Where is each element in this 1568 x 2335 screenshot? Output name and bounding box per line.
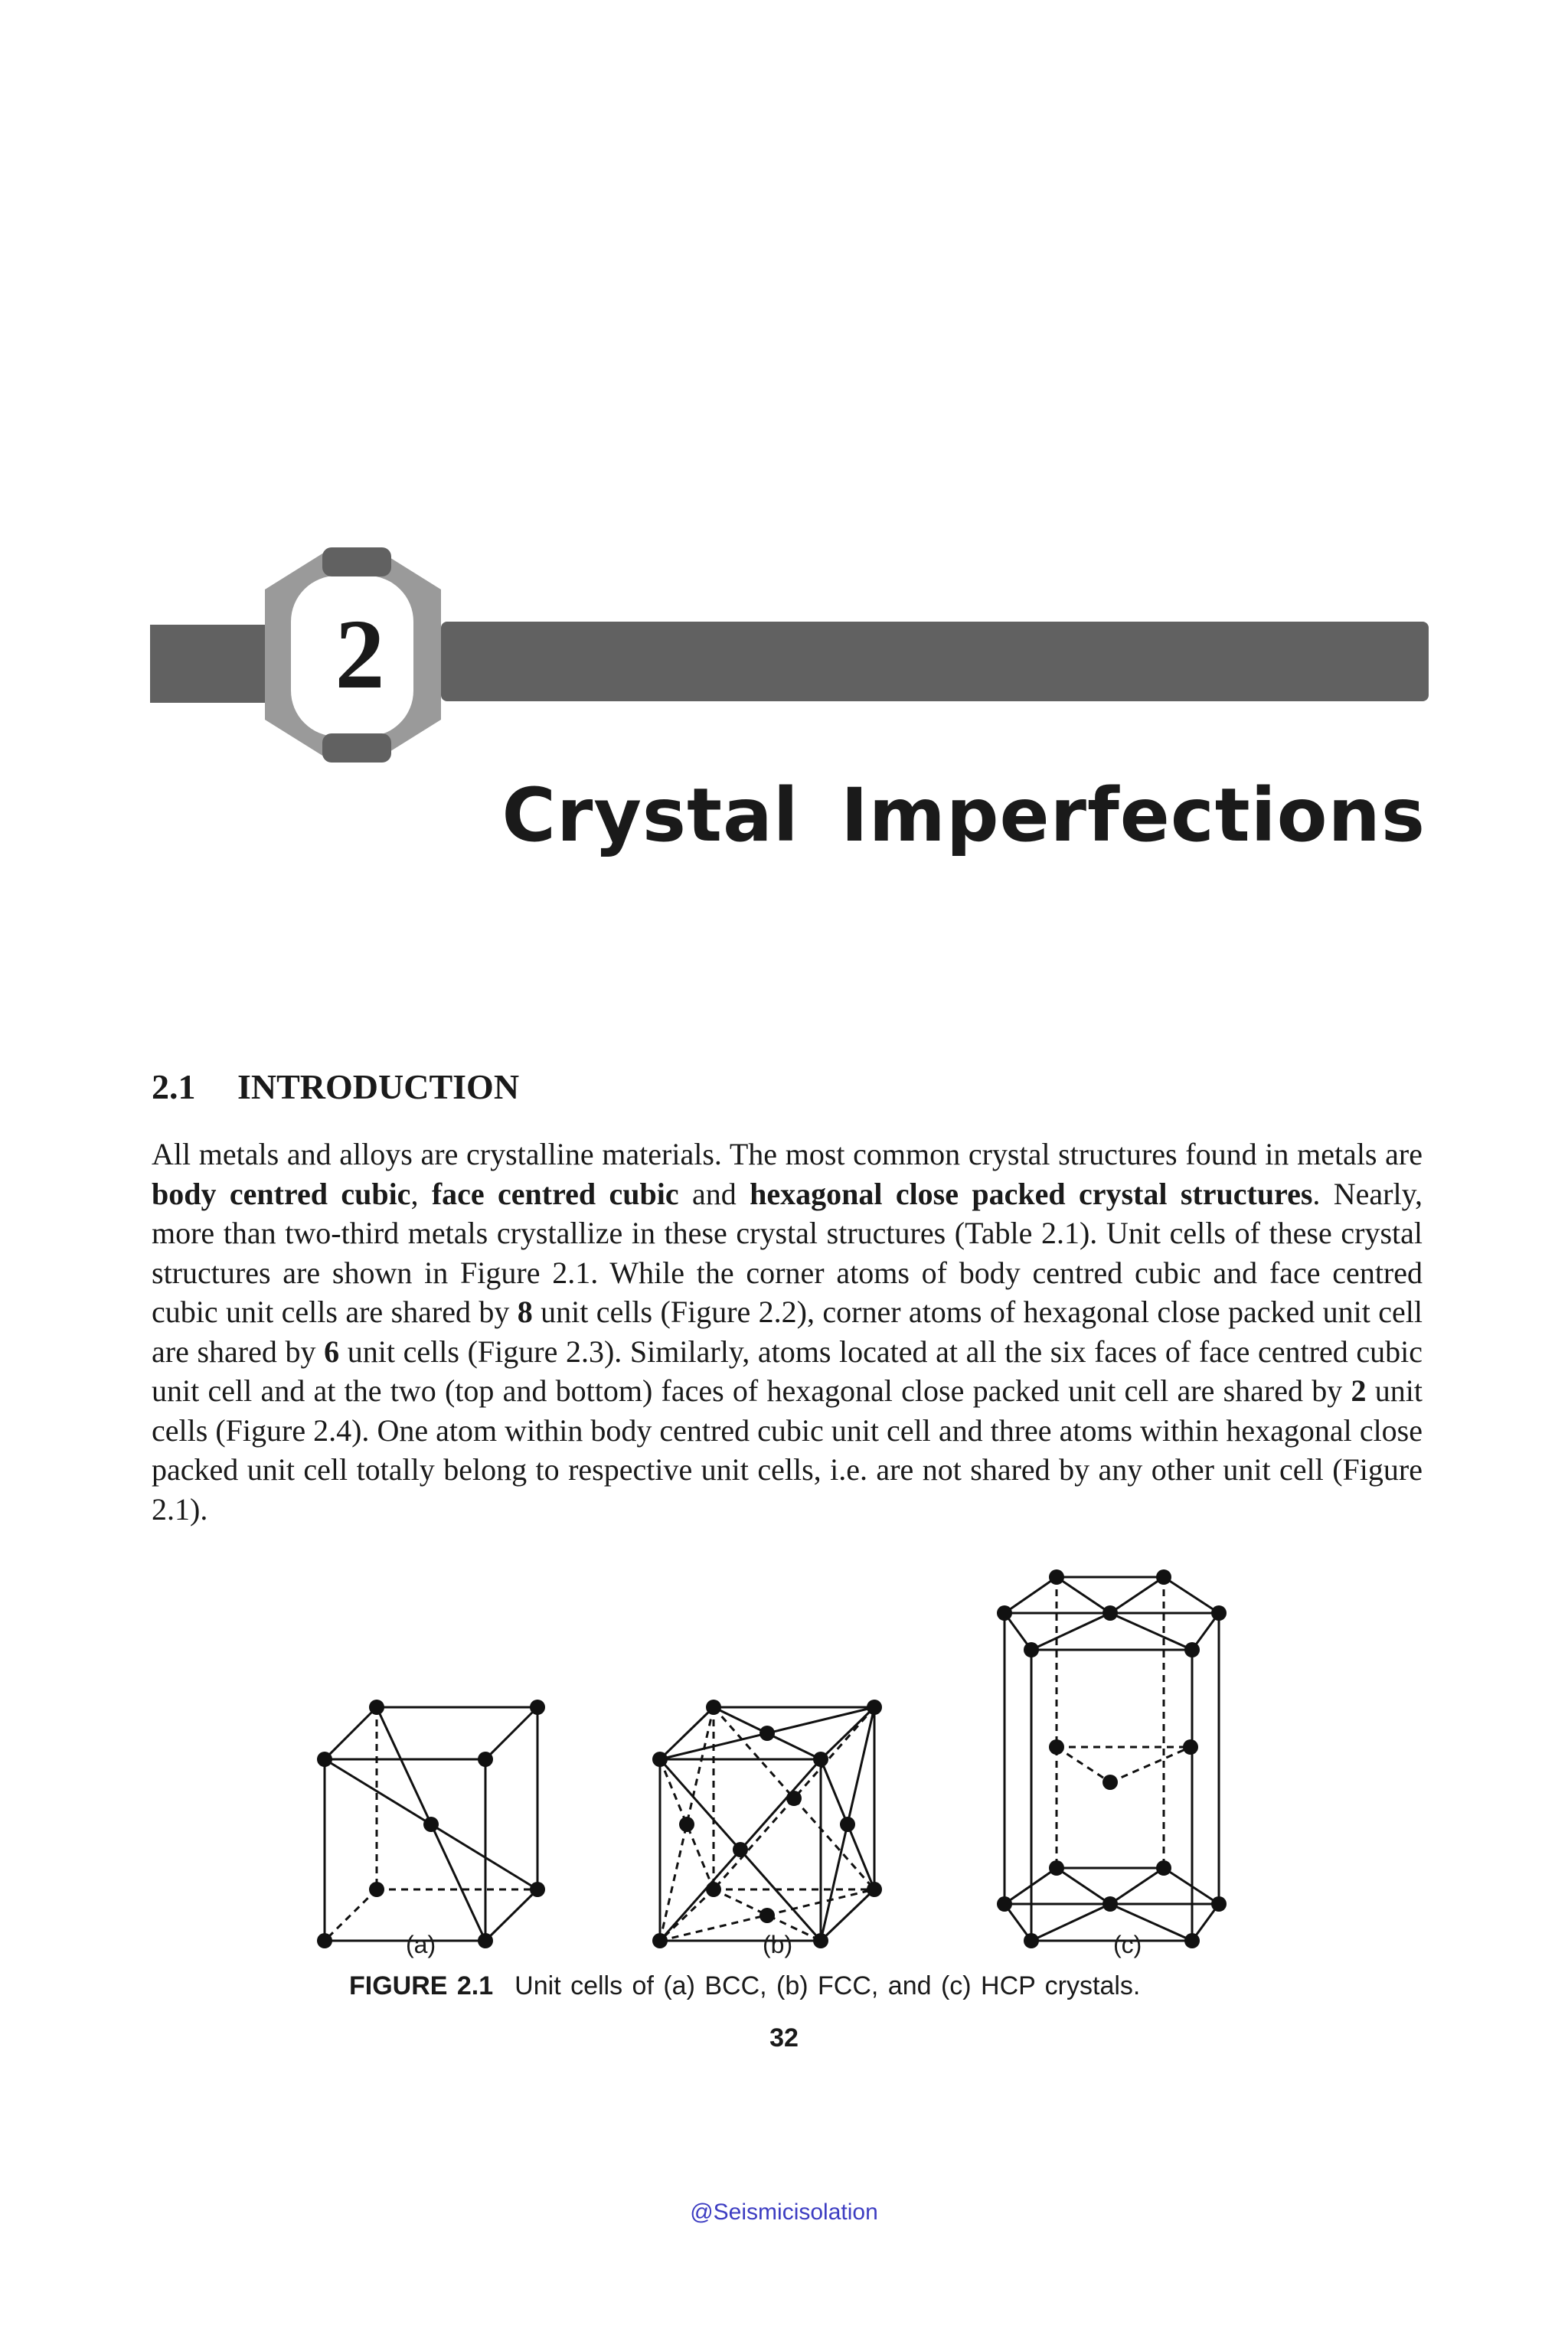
atom xyxy=(1049,1569,1064,1585)
atom xyxy=(1049,1860,1064,1876)
atom xyxy=(530,1700,545,1715)
section-heading xyxy=(152,1064,519,1110)
figure-caption-label: FIGURE 2.1 xyxy=(349,1971,494,2000)
hcp-unit-cell xyxy=(997,1569,1227,1948)
atom xyxy=(1211,1605,1227,1621)
emphasis-number: 2 xyxy=(1351,1373,1367,1408)
atom-interior xyxy=(1102,1775,1118,1790)
atom xyxy=(369,1700,384,1715)
atom-face-centre xyxy=(679,1817,694,1832)
atom xyxy=(813,1752,828,1767)
emphasis-number: 6 xyxy=(324,1334,340,1369)
figure-sublabel-a: (a) xyxy=(406,1931,436,1958)
atom-face-centre xyxy=(1102,1605,1118,1621)
paragraph-text: . Nearly, more than two-third metals crystallize in these crystal structures (Table 2.1). Unit cells of these crystal structures are shown in Figure 2.1. While the corner atoms of body centred cubic and face centred cubic unit cells are shared by xyxy=(152,1176,1423,1329)
figure-caption xyxy=(349,1969,1140,2003)
bcc-unit-cell xyxy=(317,1700,545,1948)
term-bcc: body centred cubic xyxy=(152,1176,411,1211)
intro-paragraph xyxy=(152,1135,1423,1529)
atom xyxy=(1184,1933,1200,1948)
badge-bottom-tab xyxy=(322,733,391,763)
section-title: INTRODUCTION xyxy=(237,1067,520,1106)
atom xyxy=(867,1882,882,1897)
paragraph-text: , xyxy=(410,1176,432,1211)
figure-sublabel-c: (c) xyxy=(1113,1931,1142,1958)
fcc-unit-cell xyxy=(652,1700,882,1948)
chapter-title: Crystal Imperfections xyxy=(501,772,1426,858)
term-hcp: hexagonal close packed crystal structures xyxy=(750,1176,1313,1211)
atom xyxy=(706,1882,721,1897)
atom xyxy=(1156,1860,1171,1876)
badge-top-tab xyxy=(322,547,391,576)
atom-face-centre xyxy=(760,1726,775,1741)
atom-interior xyxy=(1183,1739,1198,1755)
figure-caption-text: Unit cells of (a) BCC, (b) FCC, and (c) HCP crystals. xyxy=(514,1971,1141,2000)
unit-cell-figure xyxy=(291,1554,1286,1964)
atom xyxy=(530,1882,545,1897)
atom xyxy=(652,1752,668,1767)
atom xyxy=(1184,1642,1200,1657)
atom-face-centre xyxy=(1102,1896,1118,1912)
page-number: 32 xyxy=(769,2023,799,2053)
figure-sublabel-b: (b) xyxy=(763,1931,793,1958)
emphasis-number: 8 xyxy=(517,1295,533,1329)
paragraph-text: unit cells (Figure 2.3). Similarly, atoms located at all the six faces of face centred cubic unit cell and at the two (top and bottom) faces of hexagonal close packed unit cell are shared by xyxy=(152,1334,1423,1408)
atom xyxy=(1024,1642,1039,1657)
atom-face-centre xyxy=(786,1791,802,1806)
chapter-number: 2 xyxy=(335,599,385,710)
atom xyxy=(813,1933,828,1948)
atom-face-centre xyxy=(760,1908,775,1923)
atom xyxy=(317,1752,332,1767)
atom xyxy=(1024,1933,1039,1948)
watermark: @Seismicisolation xyxy=(690,2199,878,2225)
atom xyxy=(478,1933,493,1948)
paragraph-text: and xyxy=(678,1176,750,1211)
atom xyxy=(997,1896,1012,1912)
atom xyxy=(997,1605,1012,1621)
atom xyxy=(317,1933,332,1948)
paragraph-text: All metals and alloys are crystalline materials. The most common crystal structures found in metals are xyxy=(152,1137,1423,1171)
paragraph-text: unit cells (Figure 2.2), corner atoms of hexagonal close packed unit cell are shared by xyxy=(152,1295,1423,1369)
atom xyxy=(706,1700,721,1715)
atom xyxy=(867,1700,882,1715)
term-fcc: face centred cubic xyxy=(431,1176,679,1211)
banner-right-bar xyxy=(441,622,1429,701)
atom-face-centre xyxy=(733,1842,748,1857)
atom-body-centre xyxy=(423,1817,439,1832)
section-number: 2.1 xyxy=(152,1067,196,1106)
atom-interior xyxy=(1049,1739,1064,1755)
atom-face-centre xyxy=(840,1817,855,1832)
atom xyxy=(1156,1569,1171,1585)
atom xyxy=(478,1752,493,1767)
atom xyxy=(369,1882,384,1897)
atom xyxy=(1211,1896,1227,1912)
paragraph-text: unit cells (Figure 2.4). One atom within body centred cubic unit cell and three atoms within hexagonal close packed unit cell totally belong to respective unit cells, i.e. are not shared by any other unit cell (Figure 2.1). xyxy=(152,1373,1423,1527)
atom xyxy=(652,1933,668,1948)
